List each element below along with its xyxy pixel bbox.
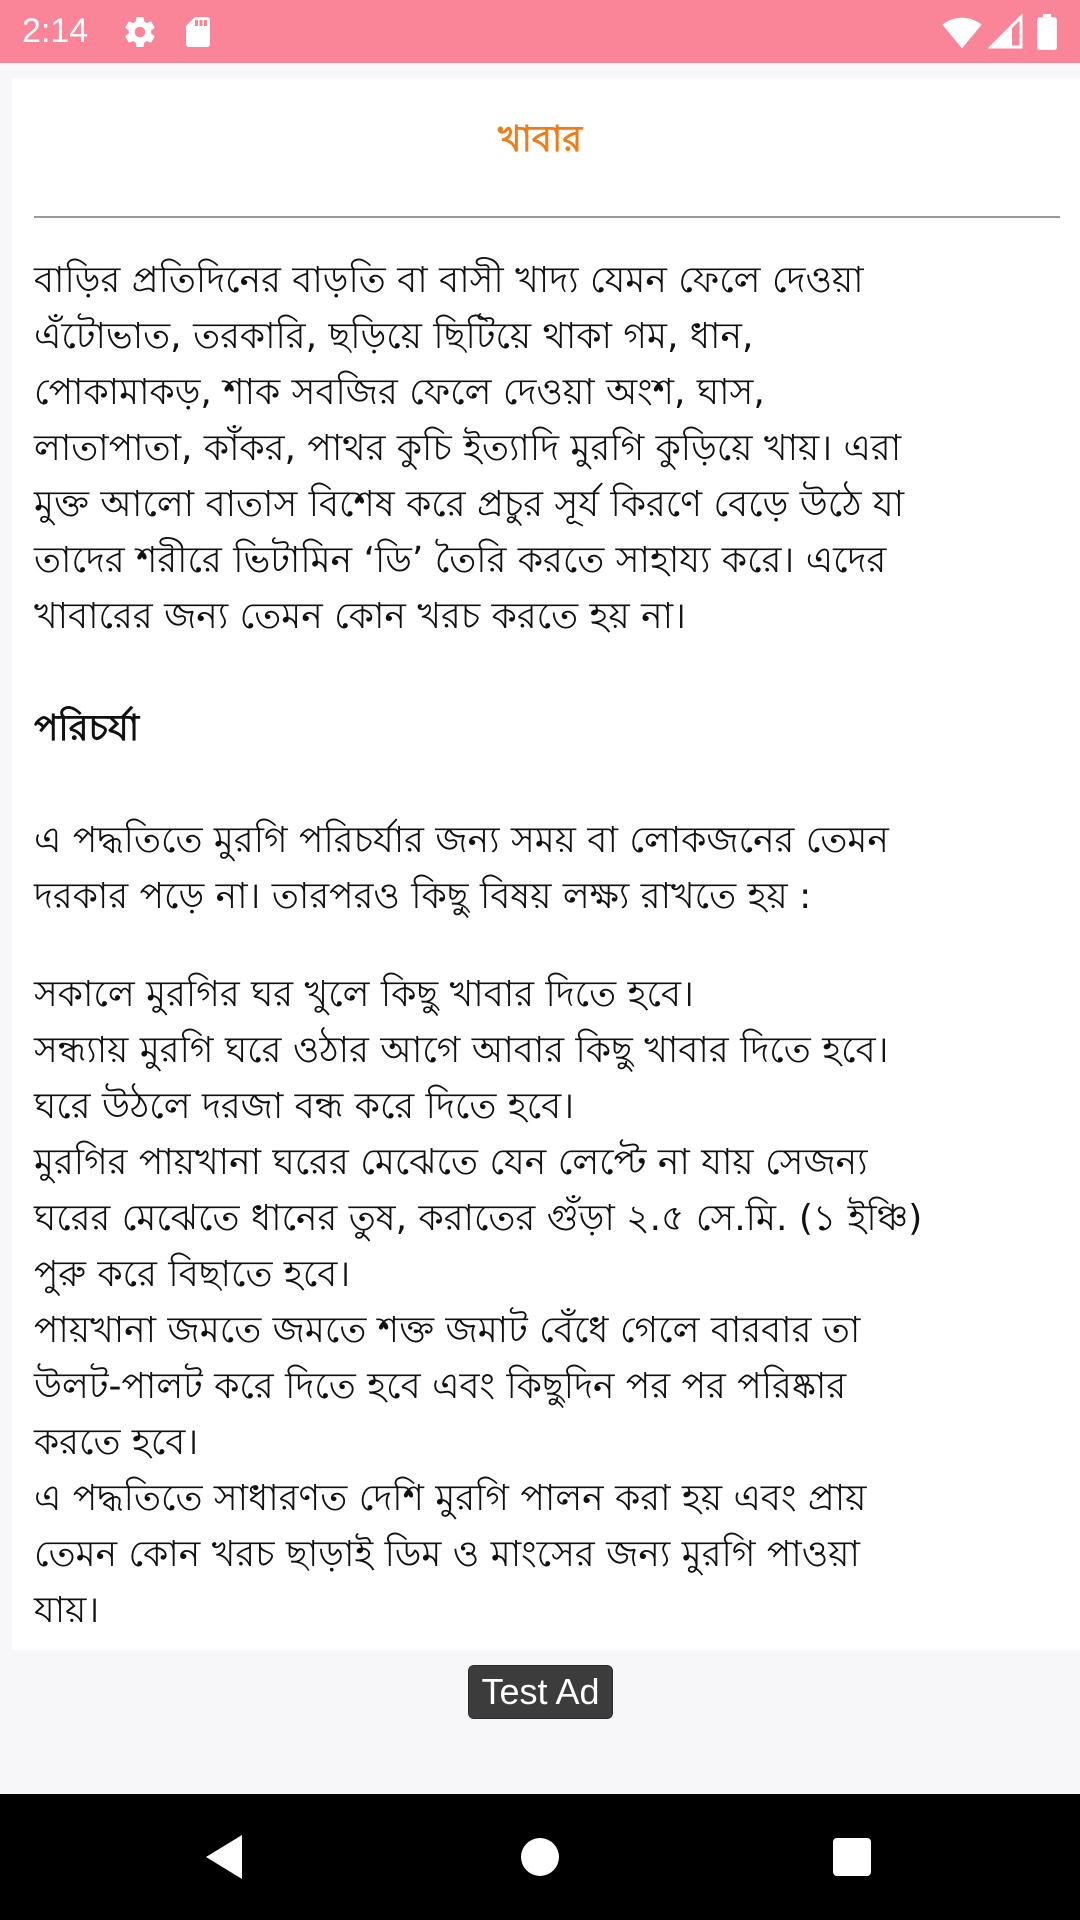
navigation-bar <box>0 1794 1080 1920</box>
intro-line: পোকামাকড়, শাক সবজির ফেলে দেওয়া অংশ, ঘাস, <box>34 372 765 413</box>
care-line: যায়। <box>34 1590 100 1631</box>
care-line: তেমন কোন খরচ ছাড়াই ডিম ও মাংসের জন্য মুরগি পাওয়া <box>34 1534 860 1575</box>
care-line: সন্ধ্যায় মুরগি ঘরে ওঠার আগে আবার কিছু খাবার দিতে হবে। <box>34 1030 889 1071</box>
signal-icon <box>988 14 1024 54</box>
article-body <box>34 253 1064 1639</box>
care-line: মুরগির পায়খানা ঘরের মেঝেতে যেন লেপ্টে না যায় সেজন্য <box>34 1142 868 1183</box>
care-line: উলট-পালট করে দিতে হবে এবং কিছুদিন পর পর পরিষ্কার <box>34 1366 847 1407</box>
back-icon[interactable] <box>196 1827 256 1887</box>
intro-line: মুক্ত আলো বাতাস বিশেষ করে প্রচুর সূর্য কিরণে বেড়ে উঠে যা <box>34 484 905 525</box>
spacer <box>34 757 1064 813</box>
intro-line: এঁটোভাত, তরকারি, ছড়িয়ে ছিটিয়ে থাকা গম, ধান, <box>34 316 754 357</box>
title-divider <box>34 216 1060 218</box>
care-line: এ পদ্ধতিতে সাধারণত দেশি মুরগি পালন করা হয় এবং প্রায় <box>34 1478 867 1519</box>
care-line: পায়খানা জমতে জমতে শক্ত জমাট বেঁধে গেলে বারবার তা <box>34 1310 861 1351</box>
settings-icon <box>122 14 158 54</box>
test-ad-banner[interactable]: Test Ad <box>468 1665 613 1719</box>
care-line: ঘরে উঠলে দরজা বন্ধ করে দিতে হবে। <box>34 1086 575 1127</box>
intro-line: তাদের শরীরে ভিটামিন ‘ডি’ তৈরি করতে সাহায্য করে। এদের <box>34 540 887 581</box>
home-icon[interactable] <box>510 1827 570 1887</box>
recents-icon[interactable] <box>822 1827 882 1887</box>
battery-icon <box>1036 14 1058 54</box>
ad-banner-area <box>0 1650 1080 1794</box>
article-card <box>12 78 1080 1650</box>
care-line: পুরু করে বিছাতে হবে। <box>34 1254 351 1295</box>
care-intro-line: দরকার পড়ে না। তারপরও কিছু বিষয় লক্ষ্য রাখতে হয় : <box>34 876 812 917</box>
intro-line: বাড়ির প্রতিদিনের বাড়তি বা বাসী খাদ্য যেমন ফেলে দেওয়া <box>34 260 864 301</box>
status-time: 2:14 <box>22 12 89 50</box>
subheading: পরিচর্যা <box>34 708 140 749</box>
care-line: সকালে মুরগির ঘর খুলে কিছু খাবার দিতে হবে। <box>34 974 694 1015</box>
care-line: ঘরের মেঝেতে ধানের তুষ, করাতের গুঁড়া ২.৫ সে.মি. (১ ইঞ্চি) <box>34 1198 923 1239</box>
sd-card-icon <box>180 14 216 54</box>
section-title: খাবার <box>497 119 583 160</box>
status-bar <box>0 0 1080 63</box>
intro-line: খাবারের জন্য তেমন কোন খরচ করতে হয় না। <box>34 596 686 637</box>
wifi-icon <box>942 14 982 54</box>
intro-line: লাতাপাতা, কাঁকর, পাথর কুচি ইত্যাদি মুরগি কুড়িয়ে খায়। এরা <box>34 428 902 469</box>
care-line: করতে হবে। <box>34 1422 199 1463</box>
care-intro-line: এ পদ্ধতিতে মুরগি পরিচর্যার জন্য সময় বা লোকজনের তেমন <box>34 820 889 861</box>
spacer <box>34 925 1064 967</box>
spacer <box>34 645 1064 701</box>
